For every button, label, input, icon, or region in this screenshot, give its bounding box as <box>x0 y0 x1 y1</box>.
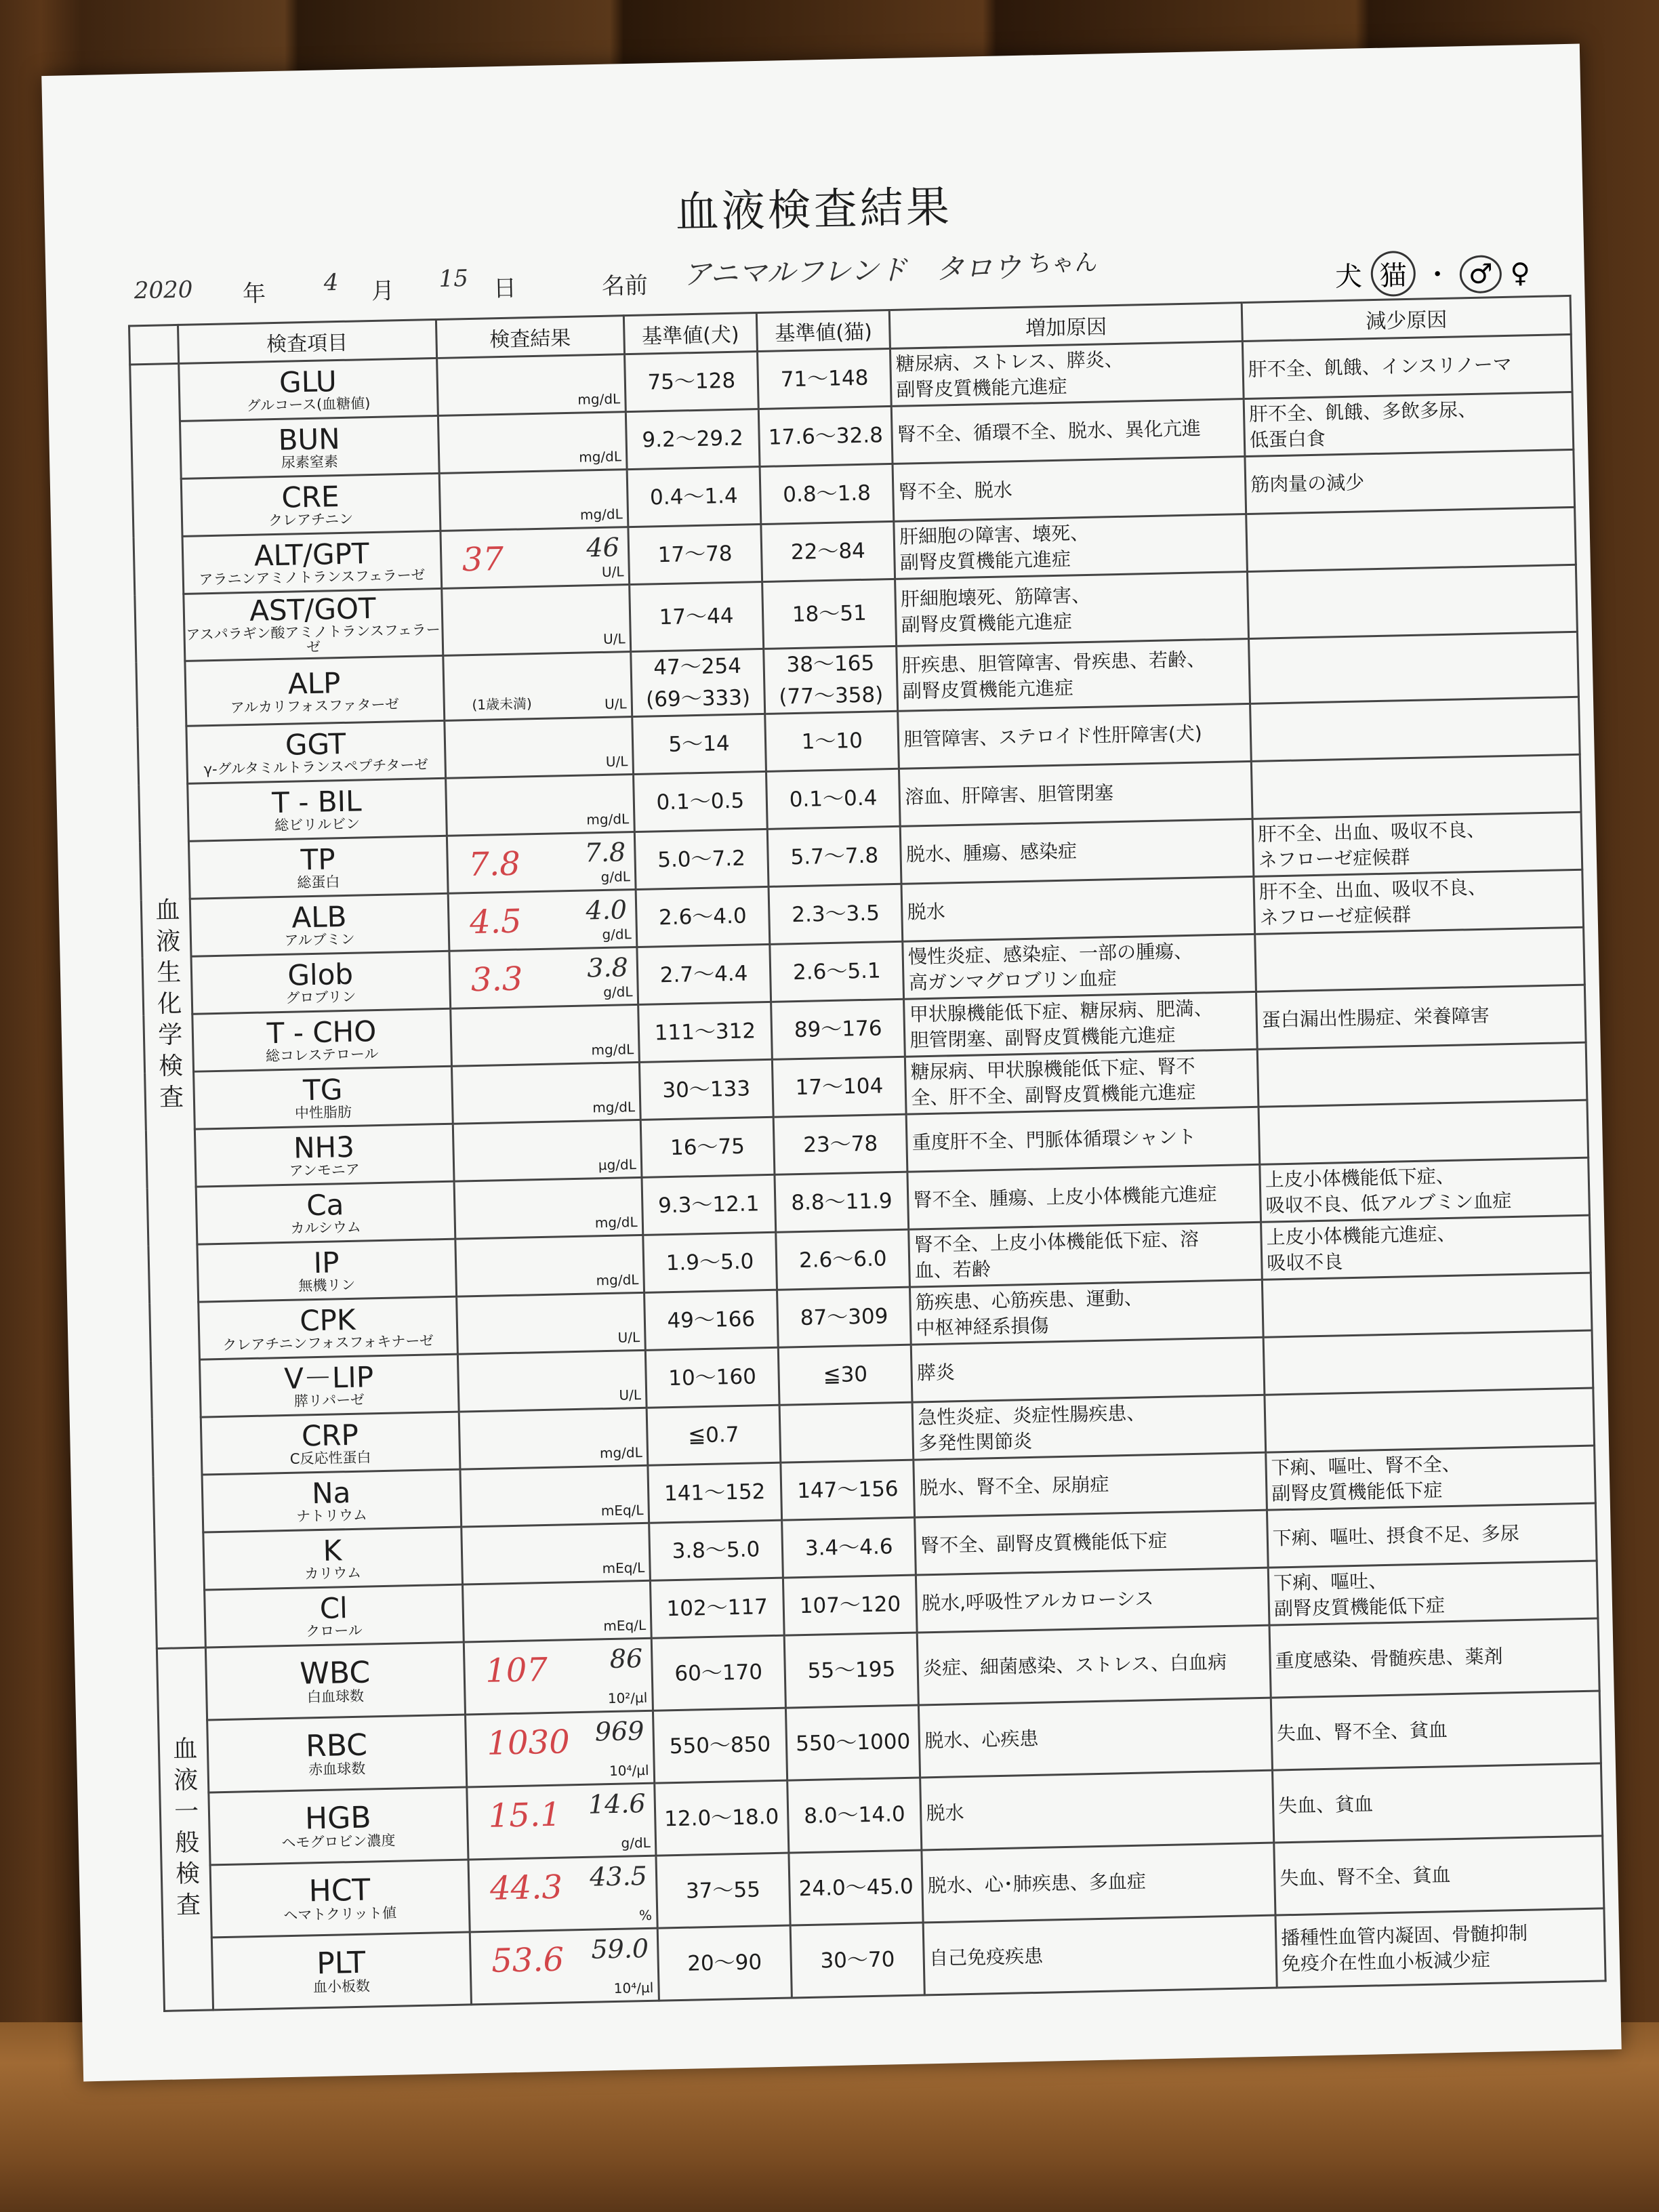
decrease-cause-cell: 蛋白漏出性腸症、栄養障害 <box>1256 985 1586 1049</box>
cat-option-circled: 猫 <box>1370 251 1416 297</box>
result-cell <box>468 1856 657 1932</box>
ref-cat-cell: ≦30 <box>778 1345 912 1405</box>
result-cell <box>455 1235 644 1297</box>
item-name-jp: 総ビリルビン <box>274 815 361 834</box>
ref-dog-cell: 5.0～7.2 <box>634 830 769 890</box>
ref-cat-cell: 2.3～3.5 <box>769 884 903 944</box>
unit-label: mg/dL <box>586 811 630 828</box>
item-name-jp: 白血球数 <box>306 1687 365 1706</box>
ref-dog-cell: 2.6～4.0 <box>636 887 770 947</box>
result-value-dark: 7.8 <box>584 837 626 868</box>
ref-cat-cell: 23～78 <box>773 1114 907 1174</box>
result-cell <box>462 1580 651 1642</box>
decrease-cause-cell <box>1255 927 1585 991</box>
increase-cause-cell: 炎症、細菌感染、ストレス、白血病 <box>917 1625 1271 1705</box>
result-cell <box>448 890 637 951</box>
col-result: 検査結果 <box>436 316 624 359</box>
decrease-cause-cell <box>1265 1388 1595 1452</box>
item-name-jp: クレアチニンフォスフォキナーゼ <box>222 1332 434 1354</box>
increase-cause-cell: 甲状腺機能低下症、糖尿病、肥満、 胆管閉塞、副腎皮質機能亢進症 <box>904 992 1257 1057</box>
item-name-jp: アルカリフォスファターゼ <box>230 695 400 716</box>
result-value-red: 53.6 <box>491 1940 565 1980</box>
item-code: HCT <box>308 1872 371 1909</box>
item-name-jp: クレアチニン <box>268 510 354 529</box>
item-name-jp: 尿素窒素 <box>281 453 339 471</box>
item-name-jp: ヘモグロビン濃度 <box>281 1832 396 1851</box>
item-code: ALT/GPT <box>253 537 370 573</box>
increase-cause-cell: 脱水 <box>901 877 1254 942</box>
item-code: Ca <box>306 1188 344 1223</box>
decrease-cause-cell: 上皮小体機能亢進症、 吸収不良 <box>1261 1215 1591 1279</box>
decrease-cause-cell <box>1258 1100 1589 1164</box>
unit-label: U/L <box>605 753 628 771</box>
ref-cat-cell: 550～1000 <box>785 1705 920 1780</box>
increase-cause-cell: 肝疾患、胆管障害、骨疾患、若齢、 副腎皮質機能亢進症 <box>897 639 1250 712</box>
year-value: 2020 <box>134 276 193 305</box>
item-code: CRE <box>281 479 340 514</box>
item-code: GGT <box>285 727 346 762</box>
ref-dog-cell: 141～152 <box>648 1462 782 1523</box>
increase-cause-cell: 脱水,呼吸性アルカローシス <box>916 1568 1269 1633</box>
item-code: Na <box>311 1476 351 1511</box>
results-table <box>128 295 1607 2012</box>
result-value-dark: 3.8 <box>586 952 629 983</box>
result-cell <box>441 527 630 589</box>
item-cell <box>182 531 442 594</box>
result-value-red: 44.3 <box>489 1868 563 1908</box>
item-code: RBC <box>305 1727 368 1764</box>
decrease-cause-cell: 下痢、嘔吐、腎不全、 副腎皮質機能低下症 <box>1266 1446 1596 1510</box>
ref-cat-cell: 38～165 (77～358) <box>764 647 898 714</box>
item-cell <box>202 1469 462 1532</box>
increase-cause-cell: 糖尿病、ストレス、膵炎、 副腎皮質機能亢進症 <box>890 342 1244 407</box>
result-cell <box>460 1466 649 1528</box>
result-cell <box>459 1408 648 1470</box>
increase-cause-cell: 脱水、腫瘍、感染症 <box>901 819 1254 884</box>
ref-cat-cell: 17～104 <box>772 1057 906 1117</box>
ref-dog-cell: 30～133 <box>639 1060 773 1120</box>
result-cell <box>450 1005 639 1067</box>
group-header-blank <box>129 325 179 364</box>
increase-cause-cell: 膵炎 <box>912 1337 1265 1402</box>
result-cell <box>445 775 634 836</box>
item-cell <box>191 951 451 1014</box>
ref-cat-cell: 71～148 <box>758 348 892 409</box>
item-cell <box>180 415 439 478</box>
unit-label: U/L <box>602 630 626 648</box>
unit-label: mg/dL <box>592 1099 636 1116</box>
dog-option: 犬 <box>1334 261 1363 293</box>
item-name-jp: 総蛋白 <box>297 874 340 891</box>
decrease-cause-cell: 下痢、嘔吐、摂食不足、多尿 <box>1267 1503 1597 1568</box>
result-value-dark: 59.0 <box>591 1933 649 1965</box>
item-cell <box>193 1066 453 1129</box>
item-code: BUN <box>278 422 341 457</box>
decrease-cause-cell <box>1262 1273 1592 1337</box>
ref-cat-cell: 89～176 <box>771 999 905 1059</box>
result-value-dark: 14.6 <box>588 1788 647 1820</box>
item-name-jp: 総コレステロール <box>265 1046 379 1065</box>
item-code: CPK <box>299 1303 356 1338</box>
lab-report-sheet <box>41 44 1621 2082</box>
ref-dog-cell: 12.0～18.0 <box>654 1780 788 1856</box>
item-cell <box>187 779 447 842</box>
result-value-dark: 43.5 <box>589 1861 648 1892</box>
ref-cat-cell: 0.8～1.8 <box>760 464 894 524</box>
ref-cat-cell <box>779 1402 914 1462</box>
result-cell <box>456 1293 645 1355</box>
separator-dot: ・ <box>1423 259 1452 291</box>
item-name-jp: 血小板数 <box>312 1978 371 1996</box>
item-cell <box>183 588 443 661</box>
item-cell <box>197 1239 456 1302</box>
unit-label: g/dL <box>621 1835 651 1851</box>
increase-cause-cell: 自己免疫疾患 <box>923 1915 1277 1995</box>
unit-label: U/L <box>619 1387 642 1404</box>
ref-cat-cell: 1～10 <box>765 712 899 772</box>
item-cell <box>194 1124 454 1187</box>
item-code: K <box>323 1534 342 1568</box>
ref-cat-cell: 18～51 <box>762 579 897 649</box>
result-cell <box>447 832 636 894</box>
ref-cat-cell: 2.6～5.1 <box>770 941 904 1002</box>
item-name-jp: クロール <box>305 1622 363 1640</box>
item-name-jp: アラニンアミノトランスフェラーゼ <box>199 567 426 588</box>
ref-dog-cell: 9.2～29.2 <box>626 409 760 470</box>
result-cell <box>443 652 632 721</box>
decrease-cause-cell <box>1246 507 1576 571</box>
day-value: 15 <box>438 264 469 293</box>
ref-cat-cell: 0.1～0.4 <box>766 769 901 830</box>
increase-cause-cell: 腎不全、腫瘍、上皮小体機能亢進症 <box>907 1164 1261 1229</box>
result-cell <box>438 412 627 474</box>
unit-label: mg/dL <box>599 1444 642 1462</box>
item-cell <box>196 1181 455 1244</box>
item-code: V－LIP <box>283 1360 374 1396</box>
result-value-red: 37 <box>462 539 504 579</box>
ref-cat-cell: 55～195 <box>784 1633 918 1708</box>
unit-label: mEq/L <box>600 1502 644 1519</box>
item-cell <box>199 1354 459 1417</box>
increase-cause-cell: 脱水、心･肺疾患、多血症 <box>922 1843 1275 1923</box>
item-code: GLU <box>279 365 337 399</box>
increase-cause-cell: 肝細胞壊死、筋障害、 副腎皮質機能亢進症 <box>895 571 1249 646</box>
result-cell <box>457 1351 647 1412</box>
ref-dog-cell: 0.4～1.4 <box>627 467 761 527</box>
item-cell <box>211 1932 471 2010</box>
item-cell <box>184 656 444 726</box>
ref-cat-cell: 5.7～7.8 <box>767 826 901 886</box>
item-code: PLT <box>316 1945 366 1982</box>
male-option-circled: ♂ <box>1459 255 1502 293</box>
unit-label: mg/dL <box>594 1214 638 1231</box>
ref-dog-cell: 111～312 <box>638 1002 772 1063</box>
item-code: T - BIL <box>271 784 362 820</box>
item-code: TG <box>302 1073 343 1107</box>
ref-dog-cell: 47～254 (69～333) <box>630 649 764 717</box>
increase-cause-cell: 溶血、肝障害、胆管閉塞 <box>899 762 1252 827</box>
increase-cause-cell: 脱水 <box>920 1770 1274 1850</box>
ref-dog-cell: 60～170 <box>651 1635 785 1711</box>
unit-label: 10⁴/μl <box>613 1979 654 1997</box>
col-ref-cat: 基準値(猫) <box>756 310 890 351</box>
unit-label: mg/dL <box>591 1041 634 1059</box>
result-cell <box>453 1120 642 1182</box>
result-cell <box>439 470 628 531</box>
result-value-dark: 46 <box>586 532 620 563</box>
page-title: 血液検査結果 <box>674 182 953 239</box>
col-item: 検査項目 <box>178 319 436 363</box>
decrease-cause-cell <box>1263 1330 1593 1395</box>
item-cell <box>190 893 449 956</box>
decrease-cause-cell: 失血、腎不全、貧血 <box>1271 1691 1601 1770</box>
unit-label: 10⁴/μl <box>609 1762 649 1780</box>
unit-label: U/L <box>617 1329 640 1346</box>
ref-cat-cell: 8.0～14.0 <box>787 1778 922 1853</box>
ref-dog-cell: 49～166 <box>644 1290 778 1350</box>
cbc-body <box>157 1618 1605 2011</box>
unit-label: mg/dL <box>578 448 622 466</box>
increase-cause-cell: 急性炎症、炎症性腸疾患、 多発性関節炎 <box>912 1395 1265 1460</box>
item-name-jp: 膵リパーゼ <box>293 1391 365 1410</box>
ref-dog-cell: 17～44 <box>629 581 763 651</box>
item-name-jp: ナトリウム <box>295 1507 368 1525</box>
col-ref-dog: 基準値(犬) <box>623 313 757 354</box>
ref-dog-cell: 102～117 <box>650 1578 784 1638</box>
ref-cat-cell: 87～309 <box>777 1287 912 1347</box>
result-cell <box>454 1178 643 1240</box>
result-cell <box>441 585 630 656</box>
ref-cat-cell: 30～70 <box>790 1923 924 1998</box>
name-suffix: ちゃん <box>1027 249 1098 278</box>
item-code: IP <box>313 1246 340 1280</box>
unit-label: U/L <box>604 695 627 713</box>
result-cell <box>465 1711 654 1787</box>
name-label: 名前 <box>601 272 649 300</box>
decrease-cause-cell: 筋肉量の減少 <box>1245 449 1575 514</box>
increase-cause-cell: 腎不全、副腎皮質機能低下症 <box>915 1510 1268 1575</box>
item-cell <box>210 1860 470 1938</box>
ref-cat-cell: 24.0～45.0 <box>789 1850 923 1925</box>
group-label-biochem: 血液生化学検査 <box>130 363 205 1648</box>
decrease-cause-cell: 重度感染、骨髄疾患、薬剤 <box>1269 1618 1599 1698</box>
increase-cause-cell: 腎不全、循環不全、脱水、異化亢進 <box>892 399 1245 464</box>
item-name-jp: アスパラギン酸アミノトランスフェラーゼ <box>186 621 441 656</box>
decrease-cause-cell <box>1251 754 1581 819</box>
item-cell <box>181 473 441 536</box>
item-name-jp: C反応性蛋白 <box>289 1449 371 1468</box>
result-cell <box>466 1783 655 1860</box>
unit-label: mEq/L <box>602 1559 645 1577</box>
ref-cat-cell: 22～84 <box>761 521 895 581</box>
unit-label: g/dL <box>602 926 632 943</box>
result-cell <box>449 947 638 1009</box>
decrease-cause-cell: 下痢、嘔吐、 副腎皮質機能低下症 <box>1268 1561 1598 1625</box>
item-cell <box>201 1412 460 1475</box>
result-value-red: 7.8 <box>468 844 521 884</box>
item-name-jp: アルブミン <box>284 930 355 949</box>
increase-cause-cell: 慢性炎症、感染症、一部の腫瘍、 高ガンマグロブリン血症 <box>903 935 1256 1000</box>
biochem-body <box>130 334 1598 1648</box>
increase-cause-cell: 脱水、心疾患 <box>919 1698 1273 1778</box>
item-code: HGB <box>304 1800 371 1837</box>
item-name-jp: 無機リン <box>298 1276 356 1294</box>
item-code: WBC <box>299 1655 371 1692</box>
decrease-cause-cell: 肝不全、出血、吸収不良、 ネフローゼ症候群 <box>1254 869 1584 934</box>
item-code: CRP <box>301 1418 359 1453</box>
item-cell <box>188 836 448 899</box>
ref-dog-cell: 550～850 <box>653 1708 787 1783</box>
item-code: ALB <box>291 900 347 935</box>
unit-label: mg/dL <box>577 390 621 408</box>
item-cell <box>208 1787 468 1865</box>
result-cell <box>436 354 626 416</box>
decrease-cause-cell <box>1247 565 1577 638</box>
decrease-cause-cell: 失血、貧血 <box>1272 1763 1602 1843</box>
species-sex-selector <box>1334 248 1530 298</box>
decrease-cause-cell <box>1250 697 1580 761</box>
ref-dog-cell: ≦0.7 <box>647 1405 781 1465</box>
increase-cause-cell: 胆管障害、ステロイド性肝障害(犬) <box>898 704 1251 769</box>
result-value-red: 107 <box>485 1651 548 1691</box>
decrease-cause-cell <box>1249 632 1579 704</box>
result-value-dark: 86 <box>609 1643 643 1675</box>
result-value-red: 15.1 <box>488 1795 562 1836</box>
unit-label: % <box>638 1907 653 1924</box>
increase-cause-cell: 肝細胞の障害、壊死、 副腎皮質機能亢進症 <box>894 514 1247 579</box>
month-value: 4 <box>323 268 339 297</box>
item-name-jp: アンモニア <box>289 1161 361 1179</box>
item-cell <box>207 1715 466 1793</box>
item-name-jp: グルコース(血糖値) <box>246 395 371 414</box>
month-label: 月 <box>371 277 395 305</box>
decrease-cause-cell: 肝不全、飢餓、多飲多尿、 低蛋白食 <box>1244 392 1574 456</box>
result-value-red: 4.5 <box>469 902 523 942</box>
ref-cat-cell: 3.4～4.6 <box>782 1517 916 1578</box>
result-value-red: 3.3 <box>470 960 523 1000</box>
unit-label: U/L <box>601 563 624 580</box>
result-cell <box>461 1523 650 1584</box>
ref-dog-cell: 37～55 <box>656 1853 790 1928</box>
result-value-red: 1030 <box>486 1723 571 1763</box>
decrease-cause-cell: 上皮小体機能低下症、 吸収不良、低アルブミン血症 <box>1260 1158 1590 1222</box>
item-cell <box>192 1008 451 1071</box>
ref-dog-cell: 9.3～12.1 <box>642 1174 776 1235</box>
ref-dog-cell: 17～78 <box>628 525 762 585</box>
ref-dog-cell: 1.9～5.0 <box>643 1232 777 1292</box>
result-cell <box>444 717 633 779</box>
item-code: Cl <box>319 1591 348 1626</box>
increase-cause-cell: 糖尿病、甲状腺機能低下症、腎不 全、肝不全、副腎皮質機能亢進症 <box>905 1050 1258 1115</box>
ref-cat-cell: 2.6～6.0 <box>776 1229 910 1290</box>
item-code: ALP <box>287 665 341 701</box>
col-increase: 増加原因 <box>890 303 1243 349</box>
item-code: NH3 <box>293 1130 355 1165</box>
ref-cat-cell: 8.8～11.9 <box>775 1172 909 1232</box>
item-name-jp: 中性脂肪 <box>294 1104 352 1122</box>
group-label-cbc: 血液一般検査 <box>157 1647 213 2011</box>
day-label: 日 <box>493 274 517 303</box>
ref-dog-cell: 5～14 <box>632 714 766 775</box>
decrease-cause-cell <box>1257 1042 1587 1107</box>
increase-cause-cell: 脱水、腎不全、尿崩症 <box>914 1452 1267 1517</box>
increase-cause-cell: 腎不全、上皮小体機能低下症、溶 血、若齢 <box>909 1222 1262 1287</box>
decrease-cause-cell: 肝不全、飢餓、インスリノーマ <box>1242 334 1572 398</box>
item-code: Glob <box>287 957 354 992</box>
item-cell <box>198 1296 457 1359</box>
age-note: (1歳未満) <box>472 695 533 714</box>
ref-dog-cell: 0.1～0.5 <box>633 772 767 832</box>
ref-cat-cell: 147～156 <box>781 1460 915 1520</box>
result-cell <box>451 1063 640 1124</box>
item-cell <box>205 1642 465 1720</box>
result-value-dark: 969 <box>594 1716 644 1747</box>
unit-label: 10²/μl <box>607 1689 648 1707</box>
decrease-cause-cell: 失血、腎不全、貧血 <box>1274 1836 1604 1915</box>
item-cell <box>178 358 438 421</box>
year-label: 年 <box>242 280 266 308</box>
item-name-jp: 赤血球数 <box>308 1760 366 1778</box>
ref-cat-cell: 107～120 <box>783 1575 917 1635</box>
unit-label: mg/dL <box>579 506 623 523</box>
patient-name: アニマルフレンド タロウ <box>682 250 1022 291</box>
female-option: ♀ <box>1510 258 1531 289</box>
unit-label: g/dL <box>602 983 633 1001</box>
ref-dog-cell: 16～75 <box>640 1118 775 1178</box>
ref-dog-cell: 20～90 <box>657 1925 792 2001</box>
unit-label: mEq/L <box>603 1617 647 1635</box>
ref-dog-cell: 2.7～4.4 <box>637 945 771 1005</box>
decrease-cause-cell: 播種性血管内凝固、骨髄抑制 免疫介在性血小板減少症 <box>1275 1908 1605 1988</box>
item-name-jp: カリウム <box>304 1564 362 1582</box>
unit-label: g/dL <box>600 868 631 886</box>
item-cell <box>203 1527 462 1590</box>
unit-label: μg/dL <box>598 1156 637 1174</box>
item-name-jp: カルシウム <box>290 1218 361 1237</box>
item-name-jp: グロブリン <box>285 988 356 1007</box>
item-cell <box>204 1584 464 1647</box>
increase-cause-cell: 重度肝不全、門脈体循環シャント <box>906 1107 1259 1172</box>
result-cell <box>470 1928 659 2005</box>
col-decrease: 減少原因 <box>1242 295 1571 341</box>
unit-label: mg/dL <box>596 1271 639 1289</box>
ref-cat-cell: 17.6～32.8 <box>758 406 893 466</box>
item-name-jp: ヘマトクリット値 <box>283 1904 397 1924</box>
ref-dog-cell: 75～128 <box>624 352 758 412</box>
result-value-dark: 4.0 <box>586 895 628 926</box>
item-code: TP <box>300 842 336 877</box>
ref-dog-cell: 10～160 <box>645 1347 779 1408</box>
item-name-jp: γ-グルタミルトランスペプチターゼ <box>203 756 429 778</box>
item-cell <box>186 721 445 784</box>
item-code: T - CHO <box>266 1015 377 1050</box>
item-code: AST/GOT <box>249 591 377 628</box>
decrease-cause-cell: 肝不全、出血、吸収不良、 ネフローゼ症候群 <box>1252 812 1582 876</box>
result-cell <box>464 1638 653 1715</box>
increase-cause-cell: 腎不全、脱水 <box>893 457 1246 522</box>
ref-dog-cell: 3.8～5.0 <box>649 1520 783 1580</box>
increase-cause-cell: 筋疾患、心筋疾患、運動、 中枢神経系損傷 <box>910 1279 1263 1345</box>
